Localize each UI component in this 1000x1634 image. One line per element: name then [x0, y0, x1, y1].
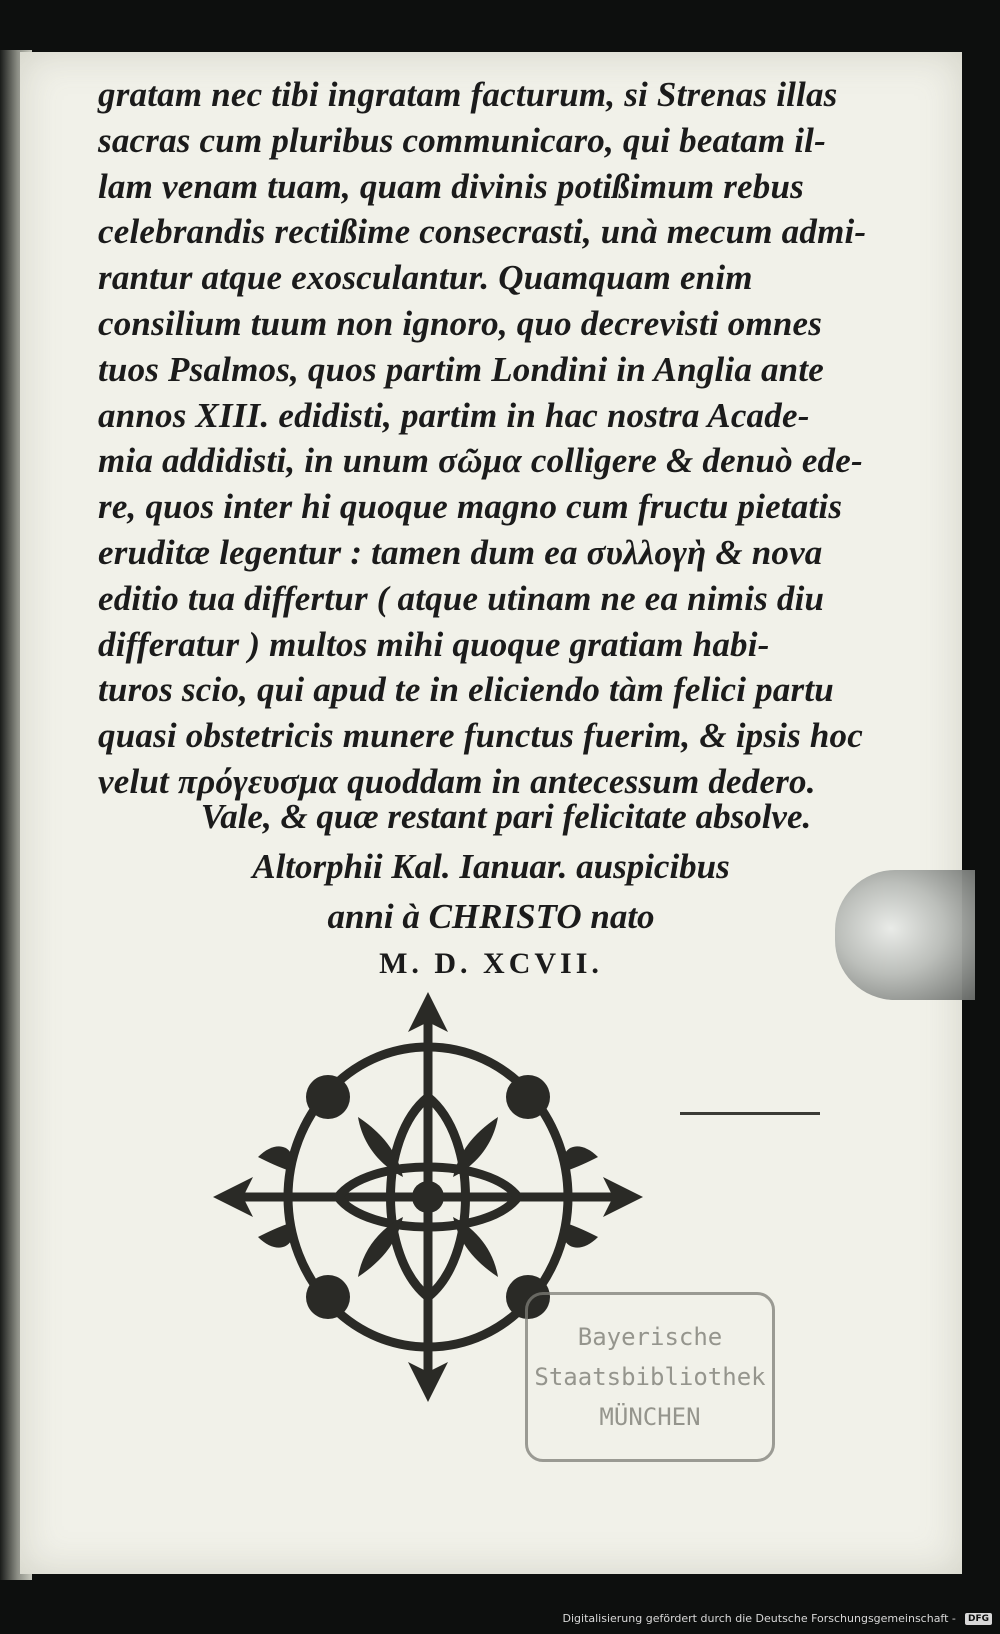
- closing-place-date: Altorphii Kal. Ianuar. auspicibus: [252, 847, 730, 886]
- text-line: re, quos inter hi quoque magno cum fructu pietatis: [98, 487, 843, 527]
- text-line: editio tua differtur ( atque utinam ne ea nimis diu: [98, 578, 825, 618]
- main-text: [98, 72, 868, 805]
- text-line: celebrandis rectißime consecrasti, unà mecum admi-: [98, 212, 867, 252]
- closing-year-phrase: anni à CHRISTO nato: [327, 897, 655, 936]
- text-line: velut πρόγευσμα quoddam in antecessum dedero.: [98, 761, 816, 801]
- text-line: consilium tuum non ignoro, quo decrevisti omnes: [98, 303, 823, 343]
- text-line: gratam nec tibi ingratam facturum, si Strenas illas: [98, 75, 838, 114]
- digitization-footer: [0, 1604, 1000, 1634]
- dfg-logo: DFG: [965, 1613, 992, 1625]
- footer-credit: Digitalisierung gefördert durch die Deutsche Forschungsgemeinschaft -: [562, 1612, 956, 1625]
- closing-vale: Vale, & quæ restant pari felicitate absolve.: [200, 797, 812, 836]
- closing-year: M. D. XCVII.: [379, 947, 603, 980]
- book-page: [20, 52, 962, 1574]
- ink-rule: [680, 1112, 820, 1115]
- stamp-line: MÜNCHEN: [599, 1403, 701, 1431]
- text-line: turos scio, qui apud te in eliciendo tàm felici partu: [98, 670, 834, 710]
- text-line: lam venam tuam, quam divinis potißimum rebus: [98, 166, 804, 206]
- text-line: sacras cum pluribus communicaro, qui beatam il-: [98, 120, 826, 160]
- text-line: quasi obstetricis munere functus fuerim, & ipsis hoc: [98, 716, 863, 756]
- stamp-line: Staatsbibliothek: [534, 1363, 766, 1391]
- stamp-line: Bayerische: [577, 1323, 723, 1351]
- text-line: differatur ) multos mihi quoque gratiam habi-: [98, 624, 770, 664]
- text-line: mia addidisti, in unum σῶμα colligere & denuò ede-: [98, 441, 863, 481]
- text-line: eruditæ legentur : tamen dum ea συλλογὴ & nova: [98, 532, 823, 572]
- scanner-clip: [835, 870, 975, 1000]
- text-line: tuos Psalmos, quos partim Londini in Anglia ante: [98, 349, 824, 389]
- text-line: annos XIII. edidisti, partim in hac nostra Acade-: [98, 395, 810, 435]
- text-line: rantur atque exosculantur. Quamquam enim: [98, 258, 753, 298]
- library-stamp: [525, 1292, 775, 1462]
